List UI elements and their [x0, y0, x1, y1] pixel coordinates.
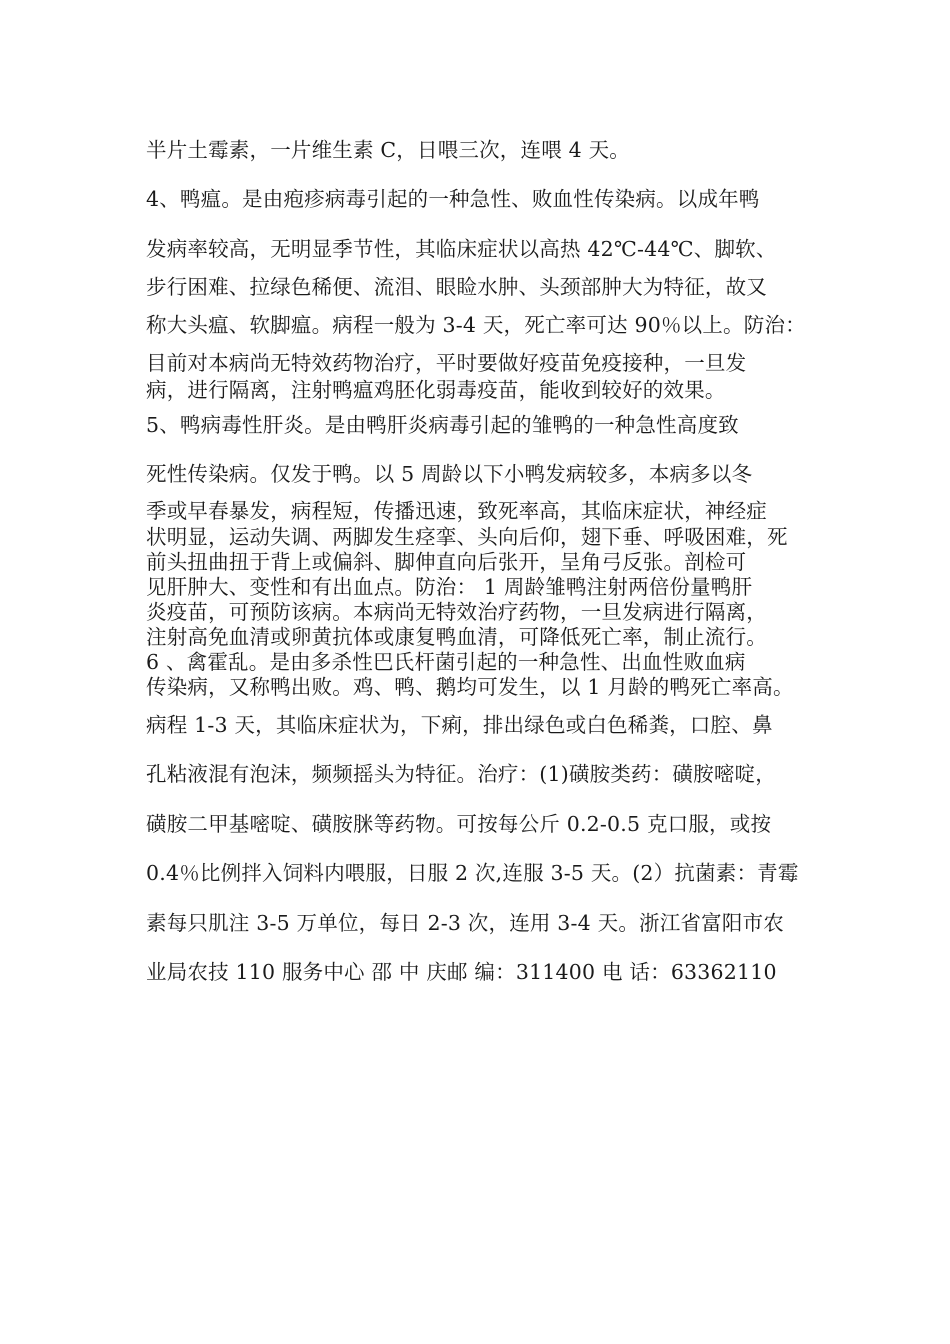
text-line: 传染病，又称鸭出败。鸡、鸭、鹅均可发生，以 1 月龄的鸭死亡率高。 [146, 675, 794, 699]
text-line: 磺胺二甲基嘧啶、磺胺脒等药物。可按每公斤 0.2-0.5 克口服，或按 [146, 812, 772, 836]
text-line: 状明显，运动失调、两脚发生痉挛、头向后仰，翅下垂、呼吸困难，死 [146, 525, 788, 549]
text-line: 业局农技 110 服务中心 邵 中 庆邮 编：311400 电 话：63362110 [146, 960, 777, 984]
text-line: 死性传染病。仅发于鸭。以 5 周龄以下小鸭发病较多，本病多以冬 [146, 462, 753, 486]
text-line: 孔粘液混有泡沫，频频摇头为特征。治疗：(1)磺胺类药：磺胺嘧啶， [146, 762, 776, 786]
text-line: 注射高免血清或卵黄抗体或康复鸭血清，可降低死亡率，制止流行。 [146, 625, 767, 649]
text-line: 病程 1-3 天，其临床症状为，下痢，排出绿色或白色稀粪，口腔、鼻 [146, 713, 773, 737]
text-line: 发病率较高，无明显季节性，其临床症状以高热 42℃-44℃、脚软、 [146, 237, 777, 261]
text-line: 6 、禽霍乱。是由多杀性巴氏杆菌引起的一种急性、出血性败血病 [146, 650, 746, 674]
text-line: 炎疫苗，可预防该病。本病尚无特效治疗药物，一旦发病进行隔离， [146, 600, 767, 624]
text-line: 素每只肌注 3-5 万单位，每日 2-3 次，连用 3-4 天。浙江省富阳市农 [146, 911, 784, 935]
text-line: 0.4％比例拌入饲料内喂服，日服 2 次,连服 3-5 天。(2）抗菌素：青霉 [146, 861, 799, 885]
text-line: 5、鸭病毒性肝炎。是由鸭肝炎病毒引起的雏鸭的一种急性高度致 [146, 413, 739, 437]
text-line: 前头扭曲扭于背上或偏斜、脚伸直向后张开，呈角弓反张。剖检可 [146, 550, 747, 574]
text-line: 称大头瘟、软脚瘟。病程一般为 3-4 天，死亡率可达 90％以上。防治： [146, 313, 806, 337]
text-line: 病，进行隔离，注射鸭瘟鸡胚化弱毒疫苗，能收到较好的效果。 [146, 378, 726, 402]
text-line: 步行困难、拉绿色稀便、流泪、眼睑水肿、头颈部肿大为特征，故又 [146, 275, 767, 299]
text-line: 目前对本病尚无特效药物治疗，平时要做好疫苗免疫接种，一旦发 [146, 351, 747, 375]
text-line: 季或早春暴发，病程短，传播迅速，致死率高，其临床症状，神经症 [146, 499, 767, 523]
text-line: 见肝肿大、变性和有出血点。防治： 1 周龄雏鸭注射两倍份量鸭肝 [146, 575, 753, 599]
text-line: 半片土霉素，一片维生素 C，日喂三次，连喂 4 天。 [146, 138, 630, 162]
text-line: 4、鸭瘟。是由疱疹病毒引起的一种急性、败血性传染病。以成年鸭 [146, 187, 760, 211]
